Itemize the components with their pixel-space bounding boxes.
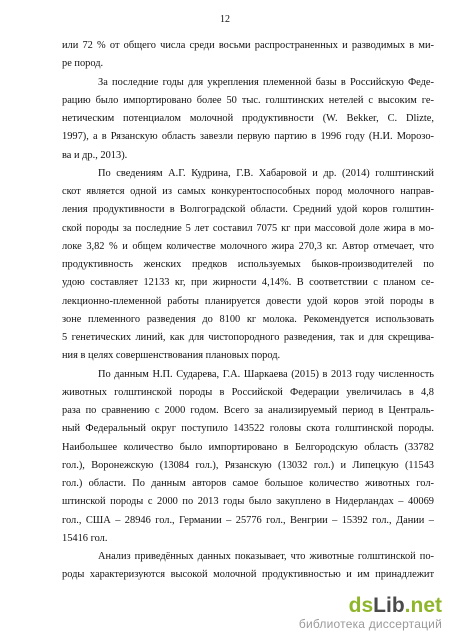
text-line: 15416 гол.	[62, 532, 108, 544]
text-line: роды характеризуются высокой молочной продуктивностью и им принадлежит	[62, 569, 434, 581]
text-line: По данным Н.П. Сударева, Г.А. Шаркаева (2015) в 2013 году численность	[98, 368, 434, 380]
text-line: 1997), а в Рязанскую область завезли первую партию в 1996 году (Н.И. Морозо-	[62, 131, 434, 143]
text-line: локе 3,82 % и общем количестве молочного жира 270,3 кг. Автор отмечает, что	[62, 240, 434, 252]
text-line: нетическим потенциалом молочной продуктивности (W. Bekker, C. Dlizte,	[62, 113, 434, 124]
watermark-brand-net: .net	[404, 594, 442, 617]
text-line: рацию было импортировано более 50 тыс. голштинских нетелей с высоким ге-	[62, 94, 434, 106]
text-line: гол., США – 28946 гол., Германии – 25776 гол., Венгрии – 15392 гол., Дании –	[62, 514, 434, 526]
text-line: скот является одной из самых конкурентоспособных пород молочного направ-	[62, 186, 434, 197]
text-line: ления продуктивности в Волгоградской области. Средний удой коров голштин-	[62, 204, 434, 216]
text-line: Наибольшее количество было импортировано в Белгородскую область (33782	[62, 441, 434, 453]
text-line: ния в целях совершенствования плановых пород.	[62, 350, 281, 362]
text-line: Анализ приведённых данных показывает, что животные голштинской по-	[98, 551, 434, 562]
text-line: ской породы за последние 5 лет составил 7075 кг при массовой доле жира в мо-	[62, 222, 434, 234]
text-line: 5 генетических линий, как для чистопородного разведения, так и для скрещива-	[62, 332, 434, 343]
text-line: ный Федеральный округ поступило 143522 головы скота голштинской породы.	[62, 423, 434, 435]
text-line: удою составляет 12133 кг, при жирности 4,14%. В соответствии с планом се-	[62, 277, 434, 289]
text-line: животных голштинской породы в Российской Федерации увеличилась в 4,8	[62, 386, 434, 398]
text-line: продуктивность женских предков используемых быков-производителей по	[62, 259, 434, 270]
text-line: За последние годы для укрепления племенной базы в Российскую Феде-	[98, 76, 434, 88]
text-line: зоне племенного разведения до 8100 кг молока. Рекомендуется использовать	[62, 313, 434, 325]
text-line: лекционно-племенной работы планируется довести удой коров этой породы в	[62, 295, 434, 307]
text-line: гол.), Воронежскую (13084 гол.), Рязанскую (13032 гол.) и Липецкую (11543	[62, 459, 434, 471]
text-line: ре пород.	[62, 58, 104, 70]
document-body	[62, 37, 434, 585]
page-number: 12	[220, 14, 230, 25]
watermark-brand	[299, 595, 442, 617]
text-line: или 72 % от общего числа среди восьми распространенных и разводимых в ми-	[62, 40, 434, 51]
watermark-brand-ds: ds	[348, 594, 374, 617]
text-line: штинской породы с 2000 по 2013 годы было закуплено в Нидерландах – 40069	[62, 496, 434, 508]
watermark-brand-lib: Lib	[373, 594, 405, 617]
text-line: ва и др., 2013).	[62, 149, 128, 161]
watermark-subtitle: библиотека диссертаций	[298, 617, 442, 631]
text-line: раза по сравнению с 2000 годом. Всего за анализируемый период в Централь-	[62, 405, 434, 416]
text-line: гол.) области. По данным авторов самое большое количество животных гол-	[62, 478, 434, 489]
watermark-logo	[299, 595, 442, 631]
text-line: По сведениям А.Г. Кудрина, Г.В. Хабаровой и др. (2014) голштинский	[98, 167, 434, 179]
